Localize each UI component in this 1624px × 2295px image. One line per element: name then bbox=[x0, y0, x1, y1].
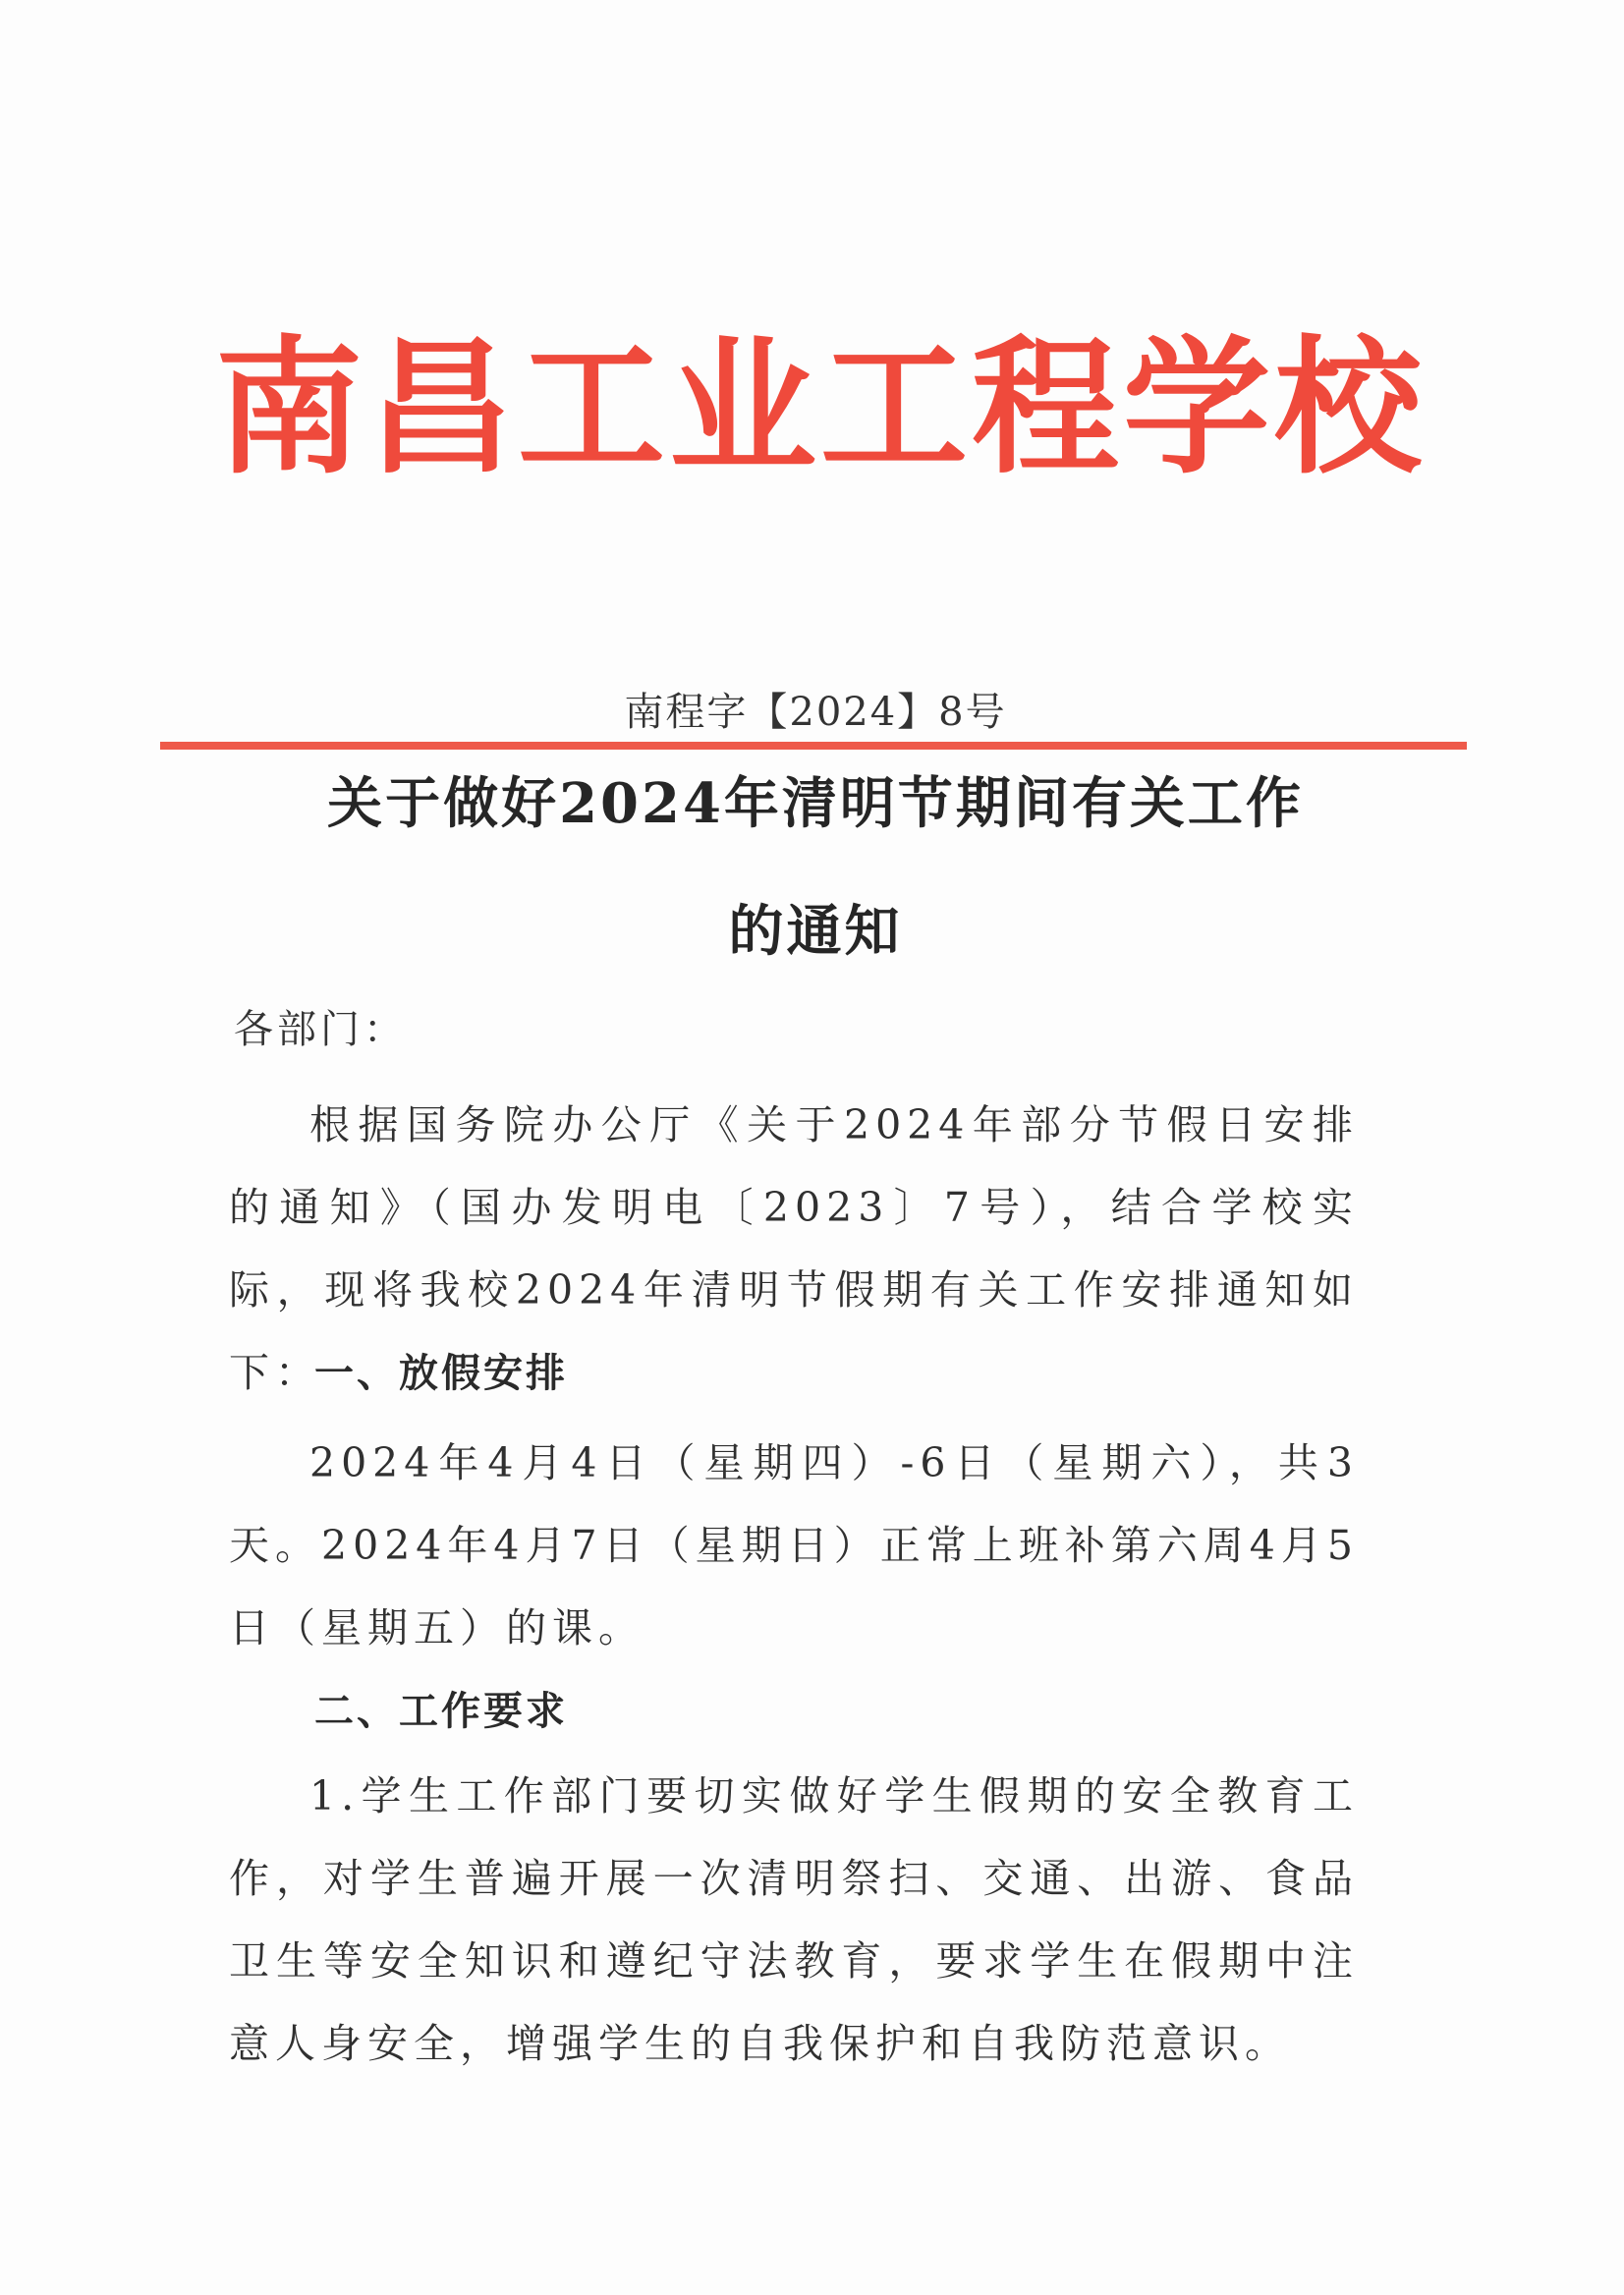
document-title-line-2: 的通知 bbox=[728, 899, 903, 964]
letterhead-org-name: 南昌工业工程学校 bbox=[214, 321, 1426, 494]
requirement-paragraph-1: 1.学生工作部门要切实做好学生假期的安全教育工作，对学生普遍开展一次清明祭扫、交通、出游、食品卫生等安全知识和遵纪守法教育，要求学生在假期中注意人身安全，增强学生的自我保护和自我防范意识。 bbox=[229, 1772, 1359, 2067]
document-title-line-1: 关于做好2024年清明节期间有关工作 bbox=[327, 771, 1304, 836]
salutation: 各部门： bbox=[234, 1007, 407, 1052]
document-number: 南程字【2024】8号 bbox=[624, 690, 1007, 735]
section-heading-holiday: 一、放假安排 bbox=[314, 1351, 568, 1396]
intro-paragraph: 根据国务院办公厅《关于2024年部分节假日安排的通知》（国办发明电〔2023〕7号），结合学校实际，现将我校2024年清明节假期有关工作安排通知如下： bbox=[229, 1101, 1359, 1396]
red-divider-line bbox=[160, 742, 1467, 750]
section-heading-requirements: 二、工作要求 bbox=[314, 1689, 568, 1734]
holiday-paragraph: 2024年4月4日（星期四）-6日（星期六），共3天。2024年4月7日（星期日）正常上班补第六周4月5日（星期五）的课。 bbox=[229, 1439, 1359, 1651]
